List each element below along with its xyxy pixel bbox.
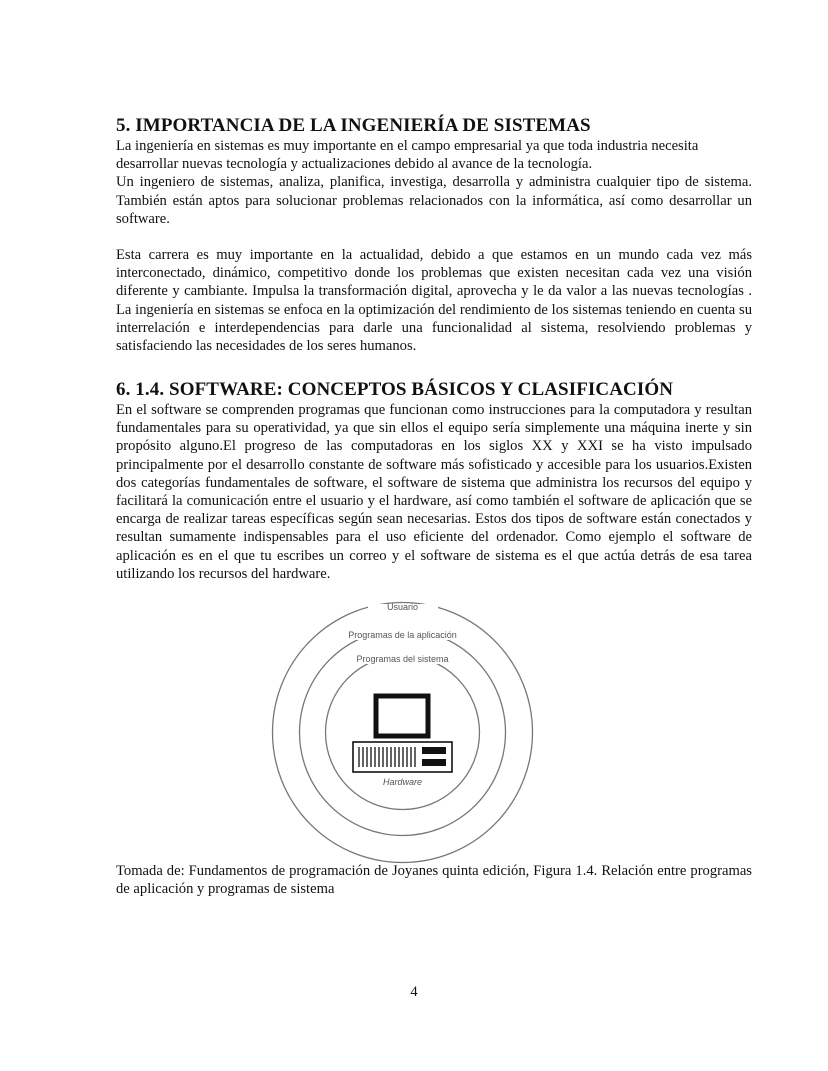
computer-icon bbox=[353, 696, 452, 772]
ring-label-usuario: Usuario bbox=[386, 602, 419, 612]
section-5-heading: 5. IMPORTANCIA DE LA INGENIERÍA DE SISTEMAS bbox=[116, 115, 591, 136]
section-6-body bbox=[116, 401, 752, 583]
section-5-body bbox=[116, 137, 752, 355]
page-number: 4 bbox=[410, 984, 418, 1000]
section-6-heading: 6. 1.4. SOFTWARE: CONCEPTOS BÁSICOS Y CLASIFICACIÓN bbox=[116, 379, 674, 400]
paragraph: En el software se comprenden programas que funcionan como instrucciones para la computadora y resultan fundamentales para su operatividad, ya que sin ellos el equipo sería simplemente una máquina inerte y sin propósito alguno.El progreso de las computadoras en los siglos XX y XXI se ha visto impulsado principalmente por el desarrollo constante de software más sofisticado y accesible para los usuarios.Existen dos categorías fundamentales de software, el software de sistema que administra los recursos del equipo y facilitará la comunicación entre el usuario y el hardware, así como también el software de aplicación que se encarga de realizar tareas específicas según sean necesarias. Estos dos tipos de software están conectados y resultan sumamente indispensables para el uso eficiente del ordenador. Como ejemplo el software de aplicación es en el que tu escribes un correo y el software de sistema es el que actúa detrás de esa tarea utilizando los recursos del hardware. bbox=[116, 402, 752, 582]
ring-label-sistema: Programas del sistema bbox=[356, 654, 449, 664]
hardware-label: Hardware bbox=[382, 777, 423, 787]
paragraph: La ingeniería en sistemas es muy importante en el campo empresarial ya que toda industria necesita desarrollar nuevas tecnología y actualizaciones debido al avance de la tecnología. bbox=[116, 138, 699, 173]
software-layers-figure bbox=[270, 600, 535, 865]
ring-label-aplicacion: Programas de la aplicación bbox=[348, 630, 457, 640]
paragraph: Un ingeniero de sistemas, analiza, planifica, investiga, desarrolla y administra cualquier tipo de sistema. También están aptos para solucionar problemas relacionados con la informática, así como desarrollar un software. bbox=[116, 174, 752, 227]
paragraph: Esta carrera es muy importante en la actualidad, debido a que estamos en un mundo cada vez más interconectado, dinámico, competitivo donde los problemas que existen necesitan cada vez una visión diferente y cambiante. Impulsa la transformación digital, aprovecha y le da valor a las nuevas tecnologías . La ingeniería en sistemas se enfoca en la optimización del rendimiento de los sistemas teniendo en cuenta su interrelación e interdependencias para darle una funcionalidad al sistema, resolviendo problemas y satisfaciendo las necesidades de los seres humanos. bbox=[116, 247, 752, 355]
figure-caption: Tomada de: Fundamentos de programación de Joyanes quinta edición, Figura 1.4. Relación entre programas de aplicación y programas de sistema bbox=[116, 863, 752, 898]
